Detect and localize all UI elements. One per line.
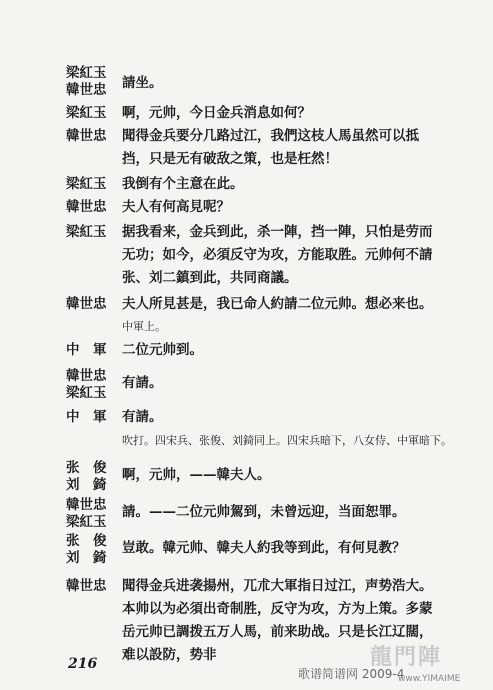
watermark-id: 2009-4: [361, 667, 405, 681]
dialogue-text: 聞得金兵要分几路过江，我們这枝人馬虽然可以抵挡，只是无有破敌之策，也是枉然！: [122, 128, 419, 167]
watermark: [298, 665, 404, 682]
dialogue-text: 請。——二位元帅駕到，未曾远迎，当面恕罪。: [122, 504, 406, 520]
speaker-name: 韓世忠: [66, 497, 107, 513]
stage-direction-text: 中軍上。: [122, 320, 166, 333]
speaker-name: 刘 錡: [66, 550, 107, 566]
speaker: [66, 368, 114, 402]
dialogue-text: 豈敢。韓元帅、韓夫人約我等到此，有何見教？: [122, 540, 406, 556]
speaker-name: 韓世忠: [66, 578, 107, 594]
speaker-name: 张 俊: [66, 533, 107, 549]
speaker-name: 梁紅玉: [66, 224, 107, 240]
speaker-name: 韓世忠: [66, 199, 107, 215]
stage-direction-text: 吹打。四宋兵、张俊、刘錡同上。四宋兵暗下，八女侍、中軍暗下。: [122, 434, 452, 447]
speaker-name: 韓世忠: [66, 82, 107, 98]
dialogue-text: 啊，元帅，今日金兵消息如何？: [122, 105, 311, 121]
dialogue-text: 聞得金兵进袭揚州，兀朮大軍指日过江，声势浩大。本帅以为必須出奇制胜，反守为攻，方为上策。多蒙岳元帅已調拨五万人馬，前来助战。只是长江辽闊，难以設防，势非: [122, 578, 433, 663]
speaker: [66, 460, 114, 494]
speaker: [66, 497, 114, 531]
site-url: www.YIMAIME: [398, 674, 461, 684]
speaker-name: 张 俊: [66, 460, 107, 476]
site-logo: 龍門陣: [370, 644, 443, 670]
speaker: [66, 65, 114, 99]
dialogue-text: 啊，元帅，——韓夫人。: [122, 467, 271, 483]
dialogue-text: 夫人有何高見呢？: [122, 199, 230, 215]
dialogue-text: 我倒有个主意在此。: [122, 176, 244, 192]
speaker-name: 梁紅玉: [66, 385, 107, 401]
dialogue-text: 二位元帅到。: [122, 342, 203, 358]
speaker-name: 梁紅玉: [66, 514, 107, 530]
speaker-name: 中 軍: [66, 409, 107, 425]
page-number: 216: [68, 656, 98, 672]
speaker-name: 梁紅玉: [66, 105, 107, 121]
speaker-name: 中 軍: [66, 342, 107, 358]
speaker-name: 梁紅玉: [66, 176, 107, 192]
dialogue-text: 夫人所見甚是，我已命人約請二位元帅。想必来也。: [122, 296, 433, 312]
watermark-text: 歌谱简谱网: [298, 667, 359, 681]
speaker-name: 韓世忠: [66, 128, 107, 144]
dialogue-text: 有請。: [122, 375, 163, 391]
speaker-name: 梁紅玉: [66, 65, 107, 81]
speaker-name: 刘 錡: [66, 477, 107, 493]
dialogue-text: 請坐。: [122, 75, 163, 91]
dialogue-text: 据我看来，金兵到此，杀一陣，挡一陣，只怕是劳而无功；如今，必須反守为攻，方能取胜。元帅何不請张、刘二鎮到此，共同商議。: [122, 224, 433, 286]
dialogue-text: 有請。: [122, 409, 163, 425]
speaker-name: 韓世忠: [66, 296, 107, 312]
speaker: [66, 533, 114, 567]
speaker-name: 韓世忠: [66, 368, 107, 384]
